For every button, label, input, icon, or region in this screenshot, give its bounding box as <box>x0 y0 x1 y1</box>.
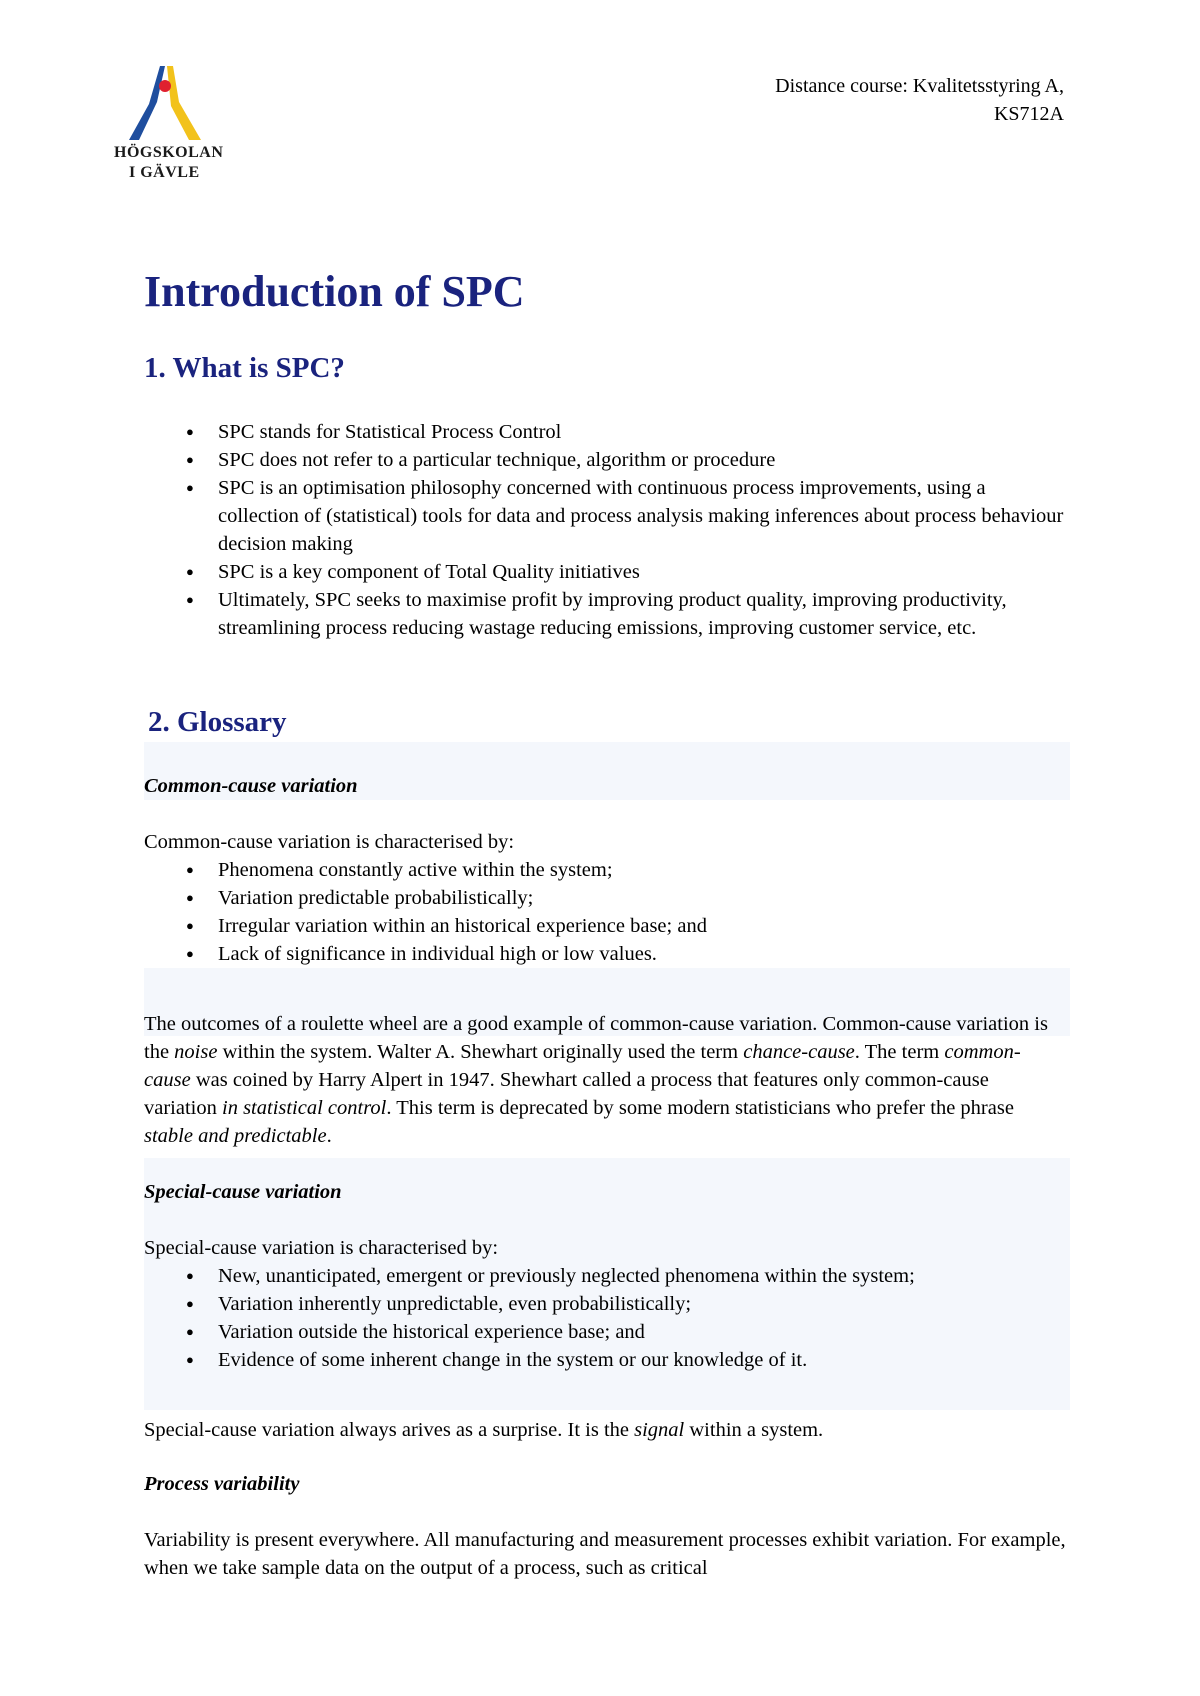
logo-yellow-stroke <box>167 66 201 140</box>
text-run: within a system. <box>684 1419 824 1441</box>
emphasis-signal: signal <box>634 1419 685 1441</box>
text-run: was coined by Harry Alpert in 1947. Shewhart called a process that features only common-cause variation <box>144 1069 989 1119</box>
logo-emblem-icon <box>127 62 207 142</box>
glossary-special-cause <box>144 1178 1066 1374</box>
list-item: ● SPC stands for Statistical Process Control <box>144 418 1066 446</box>
list-item: ● Ultimately, SPC seeks to maximise profit by improving product quality, improving productivity, streamlining process reducing wastage reducing emissions, improving customer service, etc. <box>144 586 1066 642</box>
list-item: ● Variation predictable probabilistically; <box>144 884 1066 912</box>
text-run: . The term <box>854 1041 945 1063</box>
common-cause-intro: Common-cause variation is characterised by: <box>144 831 515 853</box>
university-logo <box>112 62 262 192</box>
logo-red-dot <box>159 80 171 92</box>
spc-bullet-list <box>144 418 1066 642</box>
list-item: ● Irregular variation within an historical experience base; and <box>144 912 1066 940</box>
surprise-paragraph <box>144 1416 1066 1444</box>
list-item: ● Phenomena constantly active within the system; <box>144 856 1066 884</box>
course-name: Distance course: Kvalitetsstyring A, <box>775 75 1064 97</box>
page-title: Introduction of SPC <box>144 267 525 316</box>
common-cause-list <box>144 856 1066 968</box>
special-cause-paragraph <box>144 1416 1066 1444</box>
term-process-variability: Process variability <box>144 1473 300 1495</box>
text-run: within the system. Walter A. Shewhart originally used the term <box>217 1041 744 1063</box>
emphasis-common-cause: common-cause <box>144 1041 1021 1091</box>
logo-text-line1: HÖGSKOLAN <box>114 144 224 161</box>
text-run: . This term is deprecated by some modern statisticians who prefer the phrase <box>386 1097 1014 1119</box>
variability-paragraph: Variability is present everywhere. All manufacturing and measurement processes exhibit variation. For example, when we take sample data on the output of a process, such as critical <box>144 1529 1066 1579</box>
text-run: . <box>326 1125 332 1147</box>
term-special-cause: Special-cause variation <box>144 1181 342 1203</box>
list-item: ● Variation outside the historical experience base; and <box>144 1318 1066 1346</box>
logo-blue-stroke <box>129 66 165 140</box>
list-item: ● Variation inherently unpredictable, even probabilistically; <box>144 1290 1066 1318</box>
emphasis-noise: noise <box>174 1041 218 1063</box>
list-item: ● SPC does not refer to a particular technique, algorithm or procedure <box>144 446 1066 474</box>
list-item: ● SPC is an optimisation philosophy concerned with continuous process improvements, using a collection of (statistical) tools for data and process analysis making inferences about process behaviour decision making <box>144 474 1066 558</box>
term-common-cause: Common-cause variation <box>144 775 358 797</box>
section-heading-glossary: 2. Glossary <box>148 706 287 738</box>
section-what-is-spc <box>144 418 1066 642</box>
text-run: Special-cause variation always arives as a surprise. It is the <box>144 1419 635 1441</box>
course-header <box>775 72 1064 128</box>
list-item: ● Evidence of some inherent change in the system or our knowledge of it. <box>144 1346 1066 1374</box>
common-cause-paragraph <box>144 1010 1066 1150</box>
glossary-common-cause <box>144 772 1066 968</box>
emphasis-statistical-control: in statistical control <box>222 1097 387 1119</box>
course-code: KS712A <box>993 103 1064 125</box>
glossary-process-variability <box>144 1470 1066 1582</box>
list-item: ● SPC is a key component of Total Quality initiatives <box>144 558 1066 586</box>
special-cause-intro: Special-cause variation is characterised by: <box>144 1237 499 1259</box>
emphasis-stable-predictable: stable and predictable <box>144 1125 327 1147</box>
logo-text-line2: I GÄVLE <box>129 164 200 181</box>
text-run: The outcomes of a roulette wheel are a good example of common-cause variation. Common-cause variation is the <box>144 1013 1048 1063</box>
roulette-paragraph <box>144 1010 1066 1150</box>
section-heading-what-is-spc: 1. What is SPC? <box>144 352 345 384</box>
emphasis-chance-cause: chance-cause <box>743 1041 855 1063</box>
list-item: ● New, unanticipated, emergent or previously neglected phenomena within the system; <box>144 1262 1066 1290</box>
list-item: ● Lack of significance in individual high or low values. <box>144 940 1066 968</box>
special-cause-list <box>144 1262 1066 1374</box>
